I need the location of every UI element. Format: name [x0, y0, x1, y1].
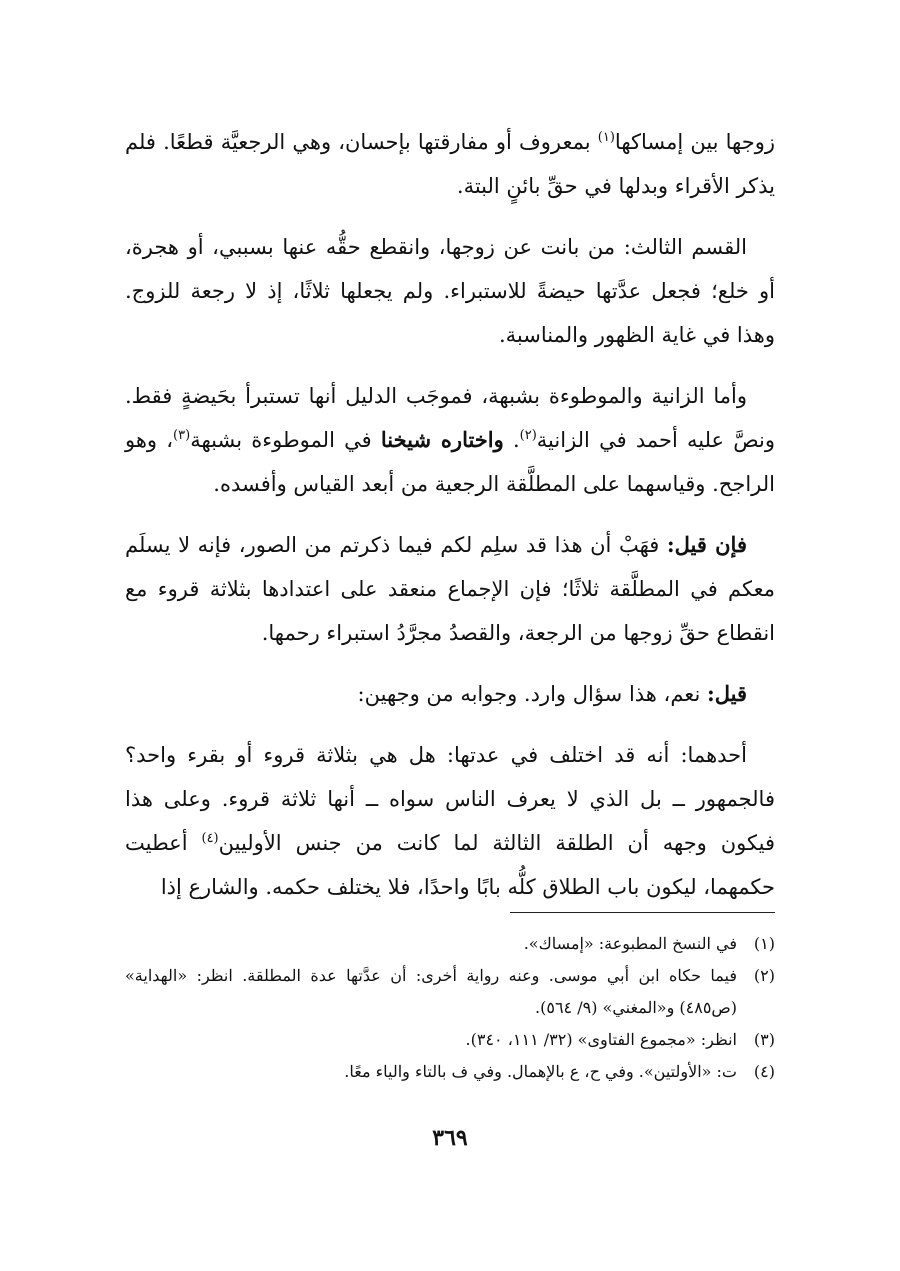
footnotes [125, 928, 775, 1088]
footnote-number: (٣) [753, 1030, 775, 1049]
paragraph-3-part-b: . [503, 428, 520, 452]
footnote-ref-3[interactable]: (٣) [173, 428, 191, 443]
paragraph-6 [125, 733, 775, 909]
footnote-text: في النسخ المطبوعة: «إمساك». [523, 934, 737, 953]
paragraph-1-part-a: زوجها بين إمساكها [614, 130, 775, 154]
footnote-ref-1[interactable]: (١) [597, 130, 615, 145]
footnote-text: فيما حكاه ابن أبي موسى. وعنه رواية أخرى: أن عدَّتها عدة المطلقة. انظر: «الهداية» (ص٤٨٥) و«المغني» (٩/ ٥٦٤). [125, 966, 737, 1017]
paragraph-6-part-b: أعطيت حكمهما، ليكون باب الطلاق كلُّه بابًا واحدًا، فلا يختلف حكمه. والشارع إذا [125, 831, 775, 899]
paragraph-3-part-d: ، وهو الراجح. وقياسهما على المطلَّقة الرجعية من أبعد القياس وأفسده. [125, 428, 775, 496]
paragraph-1 [125, 120, 775, 208]
paragraph-5-bold: قيل: [706, 681, 747, 706]
paragraph-3-part-a: وأما الزانية والموطوءة بشبهة، فموجَب الدليل أنها تستبرأ بحَيضةٍ فقط. ونصَّ عليه أحمد في الزانية [125, 384, 776, 452]
footnote-ref-2[interactable]: (٢) [519, 428, 537, 443]
footnote-4 [125, 1056, 775, 1088]
paragraph-6-part-a: أحدهما: أنه قد اختلف في عدتها: هل هي بثلاثة قروء أو بقرء واحد؟ فالجمهور ــ بل الذي لا يعرف الناس سواه ــ أنها ثلاثة قروء. وعلى هذا فيكون وجهه أن الطلقة الثالثة لما كانت من جنس الأوليين [125, 743, 775, 855]
paragraph-3-bold: واختاره شيخنا [380, 427, 504, 452]
main-text-body [125, 120, 775, 926]
paragraph-5-text: نعم، هذا سؤال وارد. وجوابه من وجهين: [357, 682, 707, 706]
footnote-ref-4[interactable]: (٤) [201, 831, 219, 846]
footnote-3 [125, 1024, 775, 1056]
paragraph-4-text: فهَبْ أن هذا قد سلِم لكم فيما ذكرتم من الصور، فإنه لا يسلَم معكم في المطلَّقة ثلاثًا؛ فإن الإجماع منعقد على اعتدادها بثلاثة قروء مع انقطاع حقِّ زوجها من الرجعة، والقصدُ مجرَّدُ استبراء رحمها. [125, 533, 775, 645]
footnote-number: (٤) [753, 1062, 775, 1081]
paragraph-1-part-b: بمعروف أو مفارقتها بإحسان، وهي الرجعيَّة قطعًا. فلم يذكر الأقراء وبدلها في حقِّ بائنٍ البتة. [125, 130, 775, 198]
footnote-number: (٢) [753, 966, 775, 985]
paragraph-5 [125, 672, 775, 716]
paragraph-4 [125, 523, 775, 655]
paragraph-4-bold: فإن قيل: [666, 532, 747, 557]
footnote-1 [125, 928, 775, 960]
paragraph-3 [125, 374, 775, 506]
footnote-2 [125, 960, 775, 1024]
paragraph-3-part-c: في الموطوءة بشبهة [190, 428, 381, 452]
footnote-separator [510, 912, 775, 913]
footnote-number: (١) [753, 934, 775, 953]
paragraph-2: القسم الثالث: من بانت عن زوجها، وانقطع حقُّه عنها بسببي، أو هجرة، أو خلع؛ فجعل عدَّتها حيضةً للاستبراء. ولم يجعلها ثلاثًا، إذ لا رجعة للزوج. وهذا في غاية الظهور والمناسبة. [125, 235, 775, 347]
page-number: ٣٦٩ [432, 1125, 468, 1151]
footnote-text: ت: «الأولتين». وفي ح، ع بالإهمال. وفي ف بالتاء والياء معًا. [344, 1062, 737, 1081]
footnote-text: انظر: «مجموع الفتاوى» (٣٢/ ١١١، ٣٤٠). [465, 1030, 737, 1049]
